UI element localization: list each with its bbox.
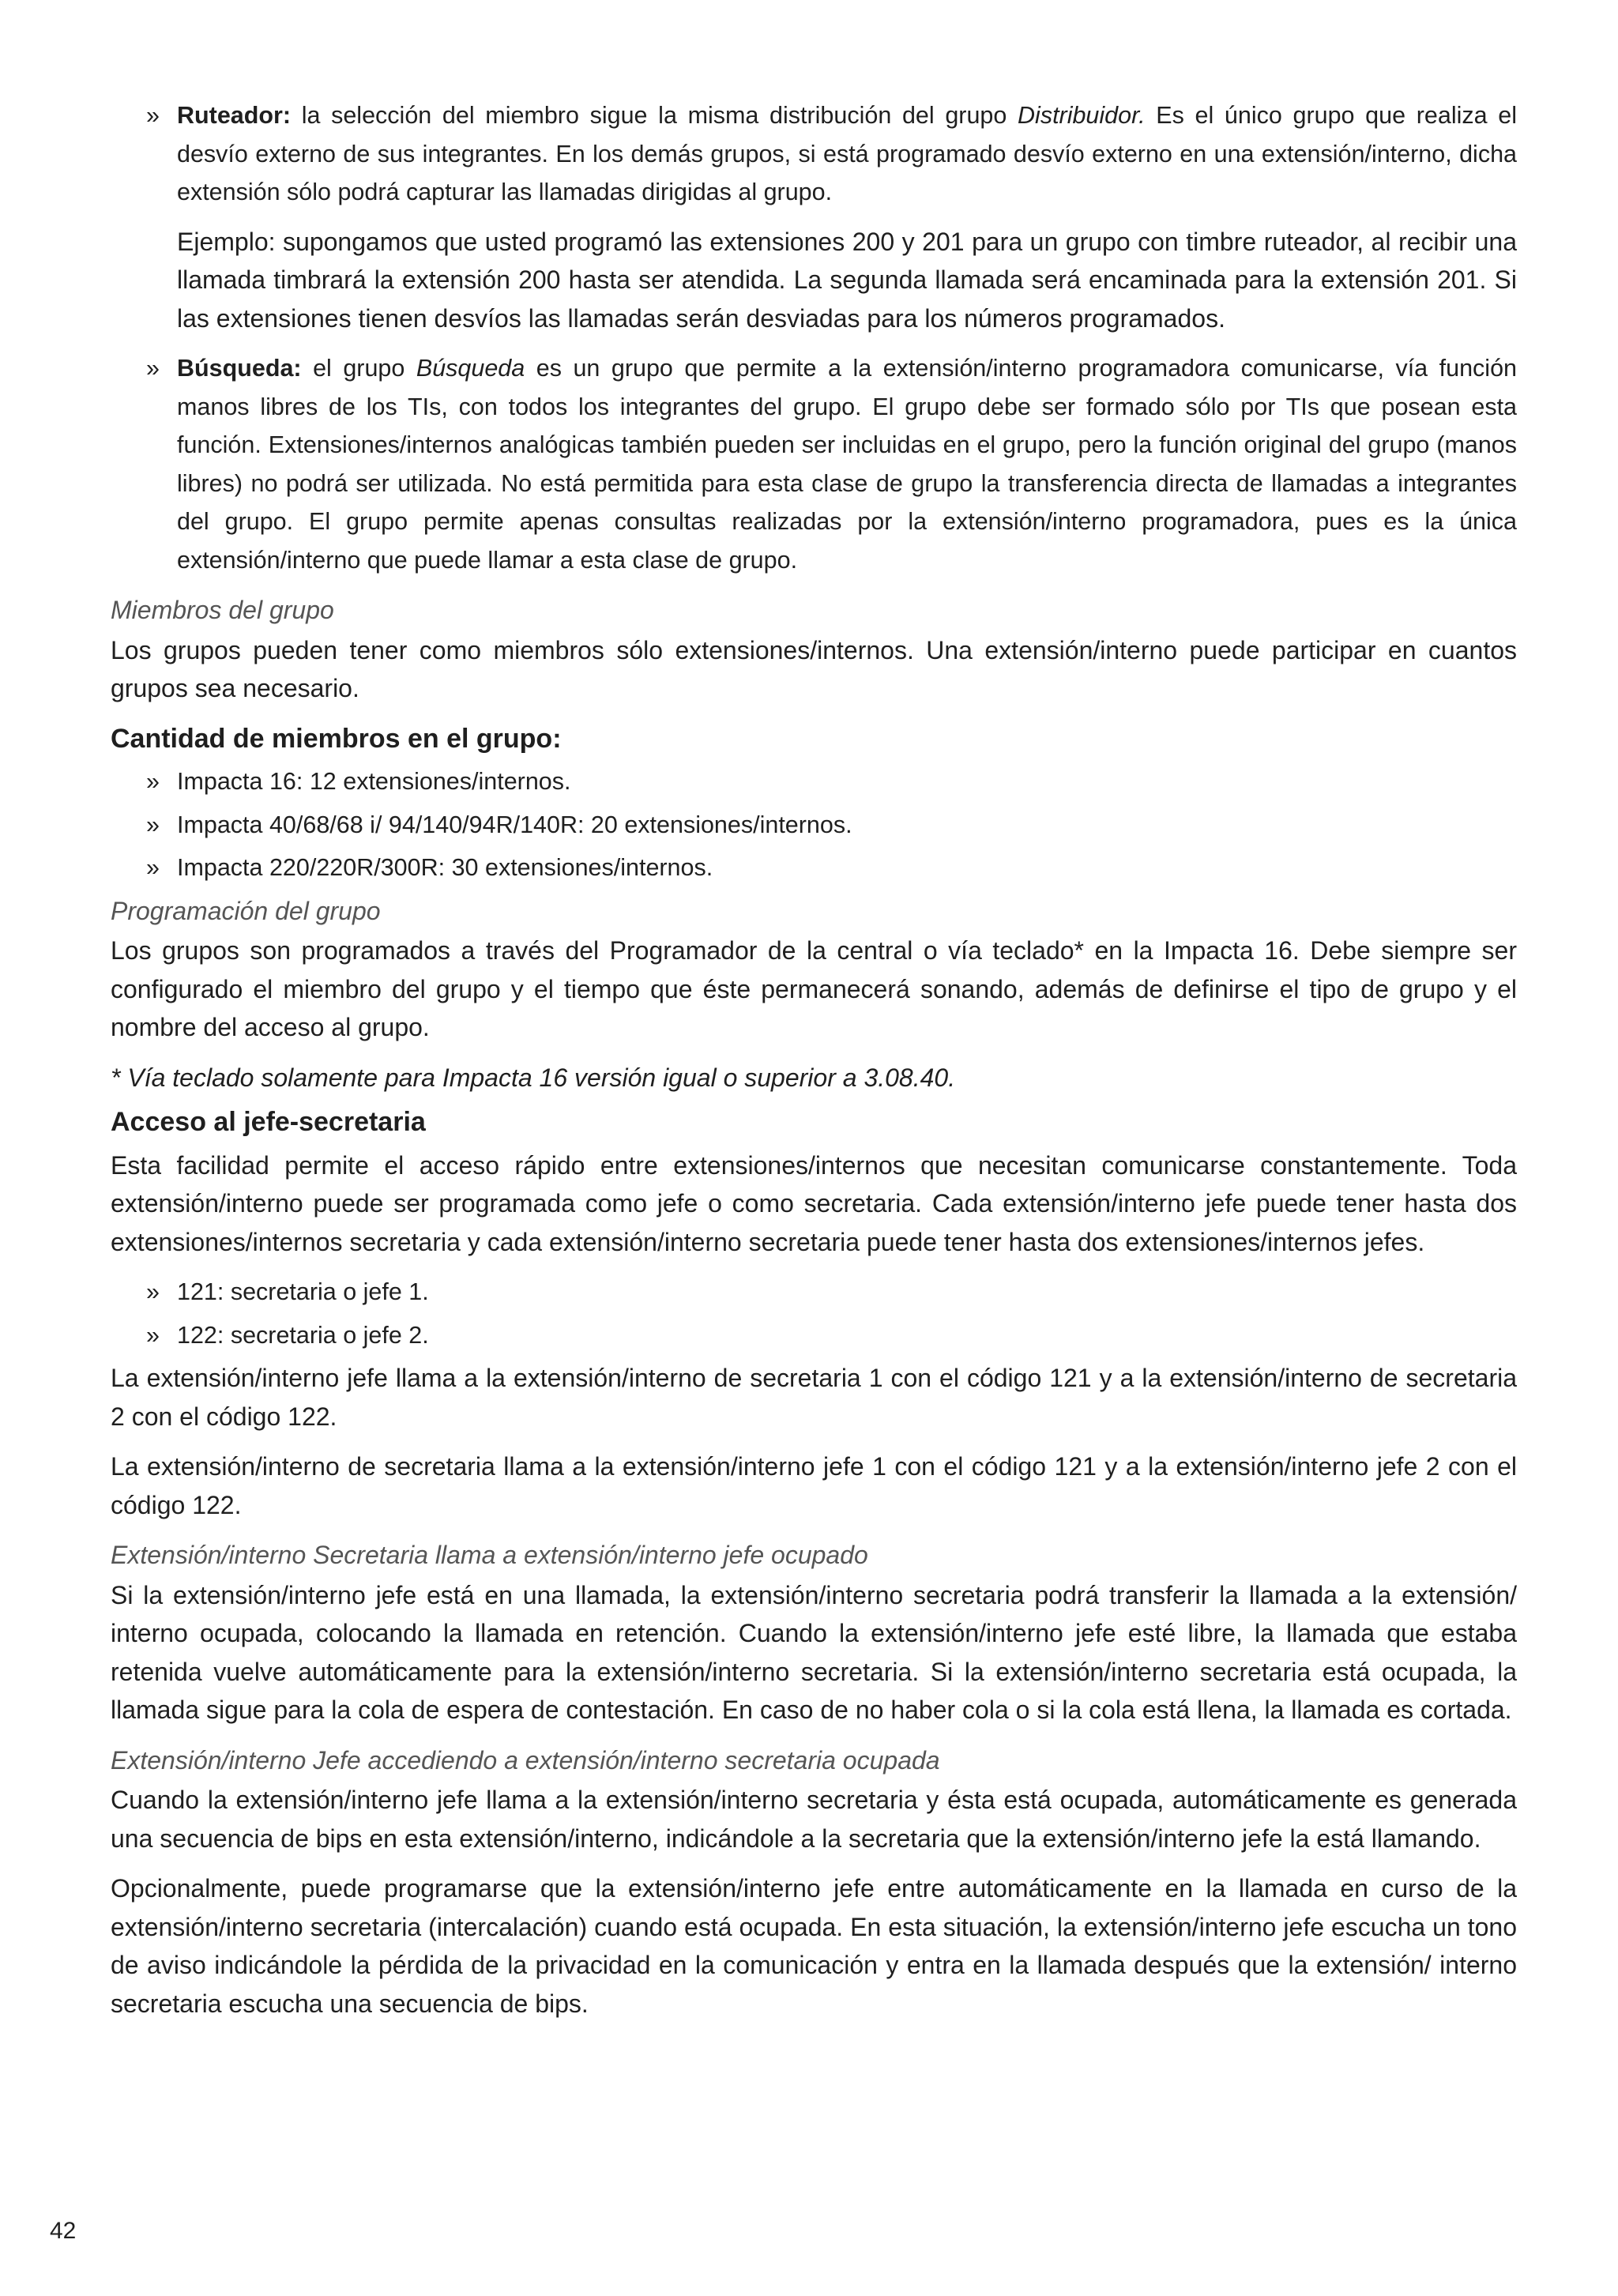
ruteador-text-italic: Distribuidor.	[1018, 102, 1146, 129]
jefe-ocupada-text: Cuando la extensión/interno jefe llama a la extensión/interno secretaria y ésta está ocupada, automáticamente es generada una secuencia de bips en esta extensión/interno, indicándole a la secretaria que la extensión/interno jefe la está llamando.	[111, 1786, 1517, 1853]
bullet-mark: »	[146, 811, 160, 838]
secretaria-ocupado-subhead: Extensión/interno Secretaria llama a extensión/interno jefe ocupado	[111, 1541, 868, 1569]
list-item-text: Impacta 220/220R/300R: 30 extensiones/internos.	[177, 854, 713, 881]
list-item	[111, 1316, 1517, 1355]
ruteador-example: Ejemplo: supongamos que usted programó las extensiones 200 y 201 para un grupo con timbre ruteador, al recibir una llamada timbrará la extensión 200 hasta ser atendida. La segunda llamada será encaminada para la extensión 201. Si las extensiones tienen desvíos las llamadas serán desviadas para los números programados.	[177, 227, 1517, 333]
ruteador-term: Ruteador:	[177, 102, 292, 129]
ruteador-text-a: la selección del miembro sigue la misma distribución del grupo	[291, 102, 1018, 129]
document-page	[111, 96, 1517, 2034]
bullet-mark: »	[146, 102, 160, 129]
acceso-heading: Acceso al jefe-secretaria	[111, 1107, 426, 1137]
cantidad-heading: Cantidad de miembros en el grupo:	[111, 723, 562, 754]
acceso-para2: La extensión/interno de secretaria llama a la extensión/interno jefe 1 con el código 121 y a la extensión/interno jefe 2 con el código 122.	[111, 1452, 1517, 1519]
secretaria-ocupado-text: Si la extensión/interno jefe está en una llamada, la extensión/interno secretaria podrá transferir la llamada a la extensión/ interno ocupada, colocando la llamada en retención. Cuando la extensión/interno jefe esté libre, la llamada que estaba retenida vuelve automáticamente para la extensión/interno secretaria. Si la extensión/interno secretaria está ocupada, la llamada sigue para la cola de espera de contestación. En caso de no haber cola o si la cola está llena, la llamada es cortada.	[111, 1580, 1517, 1724]
busqueda-text-a: el grupo	[301, 355, 416, 382]
bullet-mark: »	[146, 1278, 160, 1305]
page-number: 42	[50, 2218, 77, 2244]
ruteador-text-b: Es el único grupo que realiza el desvío externo de sus integrantes. En los demás grupos, si está programado desvío externo en una extensión/interno, dicha extensión sólo podrá capturar las llamadas dirigidas al grupo.	[177, 102, 1517, 205]
list-item-text: Impacta 40/68/68 i/ 94/140/94R/140R: 20 extensiones/internos.	[177, 811, 852, 838]
busqueda-term: Búsqueda:	[177, 355, 302, 382]
list-item	[111, 806, 1517, 845]
list-item-text: 122: secretaria o jefe 2.	[177, 1321, 429, 1349]
list-item	[111, 762, 1517, 801]
programacion-note: * Vía teclado solamente para Impacta 16 versión igual o superior a 3.08.40.	[111, 1063, 956, 1092]
list-item-text: 121: secretaria o jefe 1.	[177, 1278, 429, 1305]
miembros-text: Los grupos pueden tener como miembros sólo extensiones/internos. Una extensión/interno puede participar en cuantos grupos sea necesario.	[111, 635, 1517, 702]
jefe-ocupada-subhead: Extensión/interno Jefe accediendo a extensión/interno secretaria ocupada	[111, 1745, 940, 1775]
busqueda-text-italic: Búsqueda	[416, 355, 525, 382]
bullet-mark: »	[146, 768, 160, 795]
bullet-mark: »	[146, 1321, 160, 1349]
jefe-ocupada-text2: Opcionalmente, puede programarse que la extensión/interno jefe entre automáticamente en la llamada en curso de la extensión/interno secretaria (intercalación) cuando está ocupada. En esta situación, la extensión/interno jefe escucha un tono de aviso indicándole la pérdida de la privacidad en la comunicación y entra en la llamada después que la extensión/ interno secretaria escucha una secuencia de bips.	[111, 1874, 1517, 2018]
list-item	[111, 849, 1517, 887]
programacion-text: Los grupos son programados a través del Programador de la central o vía teclado* en la Impacta 16. Debe siempre ser configurado el miembro del grupo y el tiempo que éste permanecerá sonando, además de definirse el tipo de grupo y el nombre del acceso al grupo.	[111, 936, 1517, 1041]
busqueda-item	[111, 349, 1517, 579]
acceso-text: Esta facilidad permite el acceso rápido entre extensiones/internos que necesitan comunicarse constantemente. Toda extensión/interno puede ser programada como jefe o como secretaria. Cada extensión/interno jefe puede tener hasta dos extensiones/internos secretaria y cada extensión/interno secretaria puede tener hasta dos extensiones/internos jefes.	[111, 1150, 1517, 1256]
ruteador-item	[111, 96, 1517, 212]
acceso-para1: La extensión/interno jefe llama a la extensión/interno de secretaria 1 con el código 121 y a la extensión/interno de secretaria 2 con el código 122.	[111, 1364, 1517, 1431]
bullet-mark: »	[146, 355, 160, 382]
list-item	[111, 1273, 1517, 1312]
programacion-subhead: Programación del grupo	[111, 896, 381, 925]
bullet-mark: »	[146, 854, 160, 881]
miembros-subhead: Miembros del grupo	[111, 596, 334, 624]
busqueda-text-b: es un grupo que permite a la extensión/interno programadora comunicarse, vía función manos libres de los TIs, con todos los integrantes del grupo. El grupo debe ser formado sólo por TIs que posean esta función. Extensiones/internos analógicas también pueden ser incluidas en el grupo, pero la función original del grupo (manos libres) no podrá ser utilizada. No está permitida para esta clase de grupo la transferencia directa de llamadas a integrantes del grupo. El grupo permite apenas consultas realizadas por la extensión/interno programadora, pues es la única extensión/interno que puede llamar a esta clase de grupo.	[177, 355, 1517, 574]
list-item-text: Impacta 16: 12 extensiones/internos.	[177, 768, 571, 795]
